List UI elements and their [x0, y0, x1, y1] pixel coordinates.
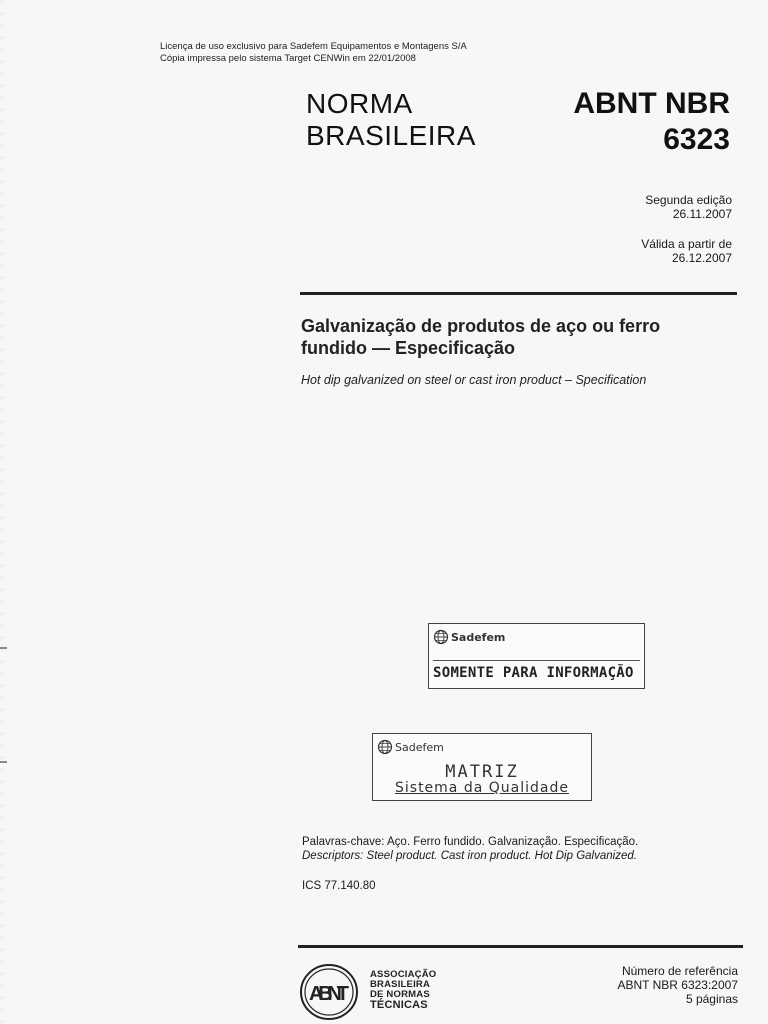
stamp-brand	[433, 629, 505, 645]
scan-margin-marks	[0, 0, 10, 1024]
standard-code-line-1: ABNT NBR	[573, 87, 730, 120]
norma-brasileira-heading	[306, 88, 476, 152]
ics-code: ICS 77.140.80	[302, 880, 376, 892]
standard-code-line-2: 6323	[663, 123, 730, 156]
quality-system-stamp	[372, 733, 592, 801]
assoc-line-1: ASSOCIAÇÃO	[370, 969, 437, 980]
keywords-portuguese: Palavras-chave: Aço. Ferro fundido. Galvanização. Especificação.	[302, 836, 639, 848]
abnt-logo-icon	[298, 962, 360, 1022]
reference-label: Número de referência	[621, 964, 738, 978]
matriz-text: MATRIZ	[445, 762, 519, 782]
information-only-text: SOMENTE PARA INFORMAÇÃO	[433, 660, 640, 681]
norma-line-2: BRASILEIRA	[306, 120, 476, 151]
assoc-line-4: TÉCNICAS	[370, 999, 428, 1011]
abnt-logo-text: ABNT	[309, 983, 349, 1005]
valid-from-label: Válida a partir de	[641, 237, 732, 251]
keywords-block	[302, 835, 638, 863]
reference-number-block	[617, 964, 738, 1006]
keywords-english: Descriptors: Steel product. Cast iron product. Hot Dip Galvanized.	[302, 850, 637, 862]
stamp-brand-name: Sadefem	[451, 630, 506, 644]
globe-icon	[377, 739, 393, 755]
bottom-divider	[298, 945, 743, 948]
stamp-brand	[377, 739, 444, 755]
assoc-line-2: BRASILEIRA	[370, 979, 431, 990]
globe-icon	[433, 629, 449, 645]
quality-system-text: Sistema da Qualidade	[395, 780, 569, 796]
information-stamp	[428, 623, 645, 689]
license-notice	[160, 41, 467, 65]
valid-from-date: 26.12.2007	[671, 251, 732, 265]
document-title: Galvanização de produtos de aço ou ferro fundido — Especificação	[301, 316, 661, 358]
standard-code	[573, 86, 730, 158]
page-count: 5 páginas	[685, 992, 738, 1006]
edition-date: 26.11.2007	[672, 207, 732, 221]
top-divider	[300, 292, 737, 295]
document-title-english: Hot dip galvanized on steel or cast iron product – Specification	[301, 373, 647, 387]
abnt-association-name	[370, 970, 436, 1010]
reference-code: ABNT NBR 6323:2007	[617, 978, 738, 992]
assoc-line-3: DE NORMAS	[370, 989, 430, 1000]
stamp-brand-name: Sadefem	[395, 740, 444, 754]
edition-info	[641, 193, 732, 265]
edition-label: Segunda edição	[645, 193, 732, 207]
license-line-1: Licença de uso exclusivo para Sadefem Equipamentos e Montagens S/A	[160, 41, 467, 52]
license-line-2: Cópia impressa pelo sistema Target CENWin em 22/01/2008	[160, 53, 416, 64]
norma-line-1: NORMA	[306, 88, 413, 119]
